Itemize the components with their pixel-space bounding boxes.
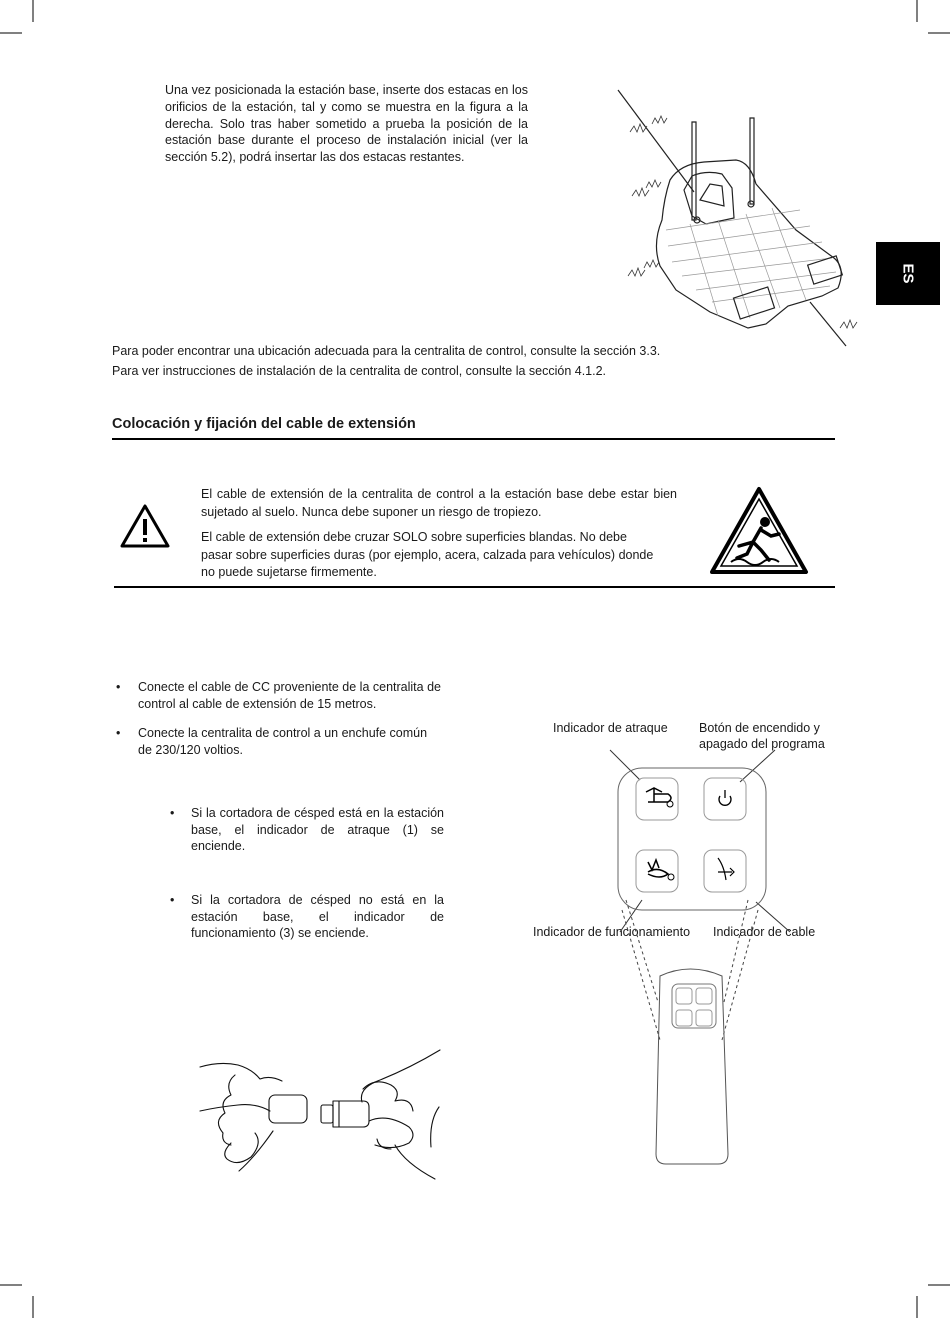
label-docking-indicator: Indicador de atraque: [553, 721, 668, 735]
warning-text-1: El cable de extensión de la centralita de control a la estación base debe estar bien sujetado al suelo. Nunca debe suponer un riesgo de tropiezo.: [201, 487, 677, 519]
section-rule: [112, 438, 835, 440]
trip-hazard-icon: [709, 486, 809, 576]
step-text: Conecte la centralita de control a un enchufe común de 230/120 voltios.: [138, 726, 428, 757]
base-station-illustration: [600, 80, 870, 360]
step-item: [116, 725, 444, 758]
control-panel-illustration: [560, 740, 880, 1180]
bullet-symbol: •: [116, 680, 121, 694]
sub-step-item: [170, 892, 444, 942]
sub-step-item: [170, 805, 444, 855]
label-power-button-line2: apagado del programa: [699, 737, 825, 751]
label-operation-indicator: Indicador de funcionamiento: [533, 925, 691, 939]
warning-text-2: El cable de extensión debe cruzar SOLO sobre superficies blandas. No debe pasar sobre superficies duras (por ejemplo, acera, calzada para vehículos) donde no puede sujetarse firmemente.: [201, 530, 654, 579]
sub-step-text: Si la cortadora de césped está en la estación base, el indicador de atraque (1) se enciende.: [191, 806, 444, 853]
sub-step-text: Si la cortadora de césped no está en la estación base, el indicador de funcionamiento (3) se enciende.: [191, 893, 444, 940]
section-title: Colocación y fijación del cable de extensión: [112, 416, 416, 432]
language-tab: [876, 242, 940, 305]
bullet-symbol: •: [170, 893, 175, 907]
language-tab-label: ES: [899, 263, 917, 284]
warning-icon: [121, 503, 171, 549]
warning-rule: [114, 586, 835, 588]
label-cable-indicator: Indicador de cable: [713, 925, 816, 939]
reference-location: Para poder encontrar una ubicación adecuada para la centralita de control, consulte la sección 3.3.: [112, 344, 661, 358]
bullet-symbol: •: [116, 726, 121, 740]
label-power-button-line1: Botón de encendido y: [699, 721, 820, 735]
cable-connection-illustration: [195, 1045, 455, 1185]
step-item: [116, 679, 444, 712]
reference-installation: Para ver instrucciones de instalación de la centralita de control, consulte la sección 4.1.2.: [112, 364, 607, 378]
intro-paragraph: Una vez posicionada la estación base, inserte dos estacas en los orificios de la estación, tal y como se muestra en la figura a la derecha. Solo tras haber sometido a prueba la posición de la estación base durante el proceso de instalación inicial (ver la sección 5.2), podrá insertar las dos estacas restantes.: [165, 83, 528, 165]
bullet-symbol: •: [170, 806, 175, 820]
step-text: Conecte el cable de CC proveniente de la centralita de control al cable de extensión de 15 metros.: [138, 680, 441, 711]
